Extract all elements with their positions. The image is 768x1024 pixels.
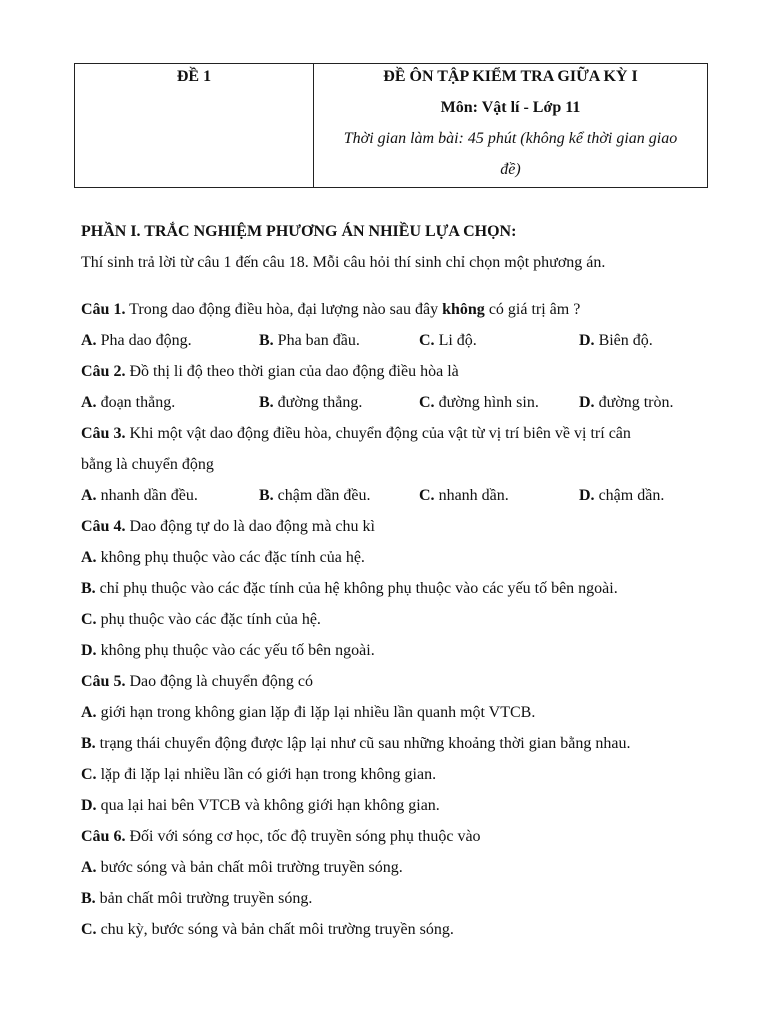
exam-subject: Môn: Vật lí - Lớp 11: [440, 99, 581, 116]
question-emphasis: không: [442, 301, 485, 318]
question-label: Câu 6.: [81, 828, 126, 845]
question-label: Câu 1.: [81, 301, 126, 318]
option-d: [81, 790, 701, 821]
option-key: D.: [579, 394, 595, 411]
question-label: Câu 2.: [81, 363, 126, 380]
exam-time-line1: Thời gian làm bài: 45 phút (không kể thời gian giao: [343, 130, 678, 147]
option-text: bước sóng và bản chất môi trường truyền sóng.: [96, 859, 403, 876]
option-key: B.: [259, 394, 274, 411]
question-text: có giá trị âm ?: [484, 301, 581, 318]
option-text: chu kỳ, bước sóng và bản chất môi trường truyền sóng.: [96, 921, 454, 938]
option-text: trạng thái chuyển động được lập lại như cũ sau những khoảng thời gian bằng nhau.: [95, 735, 631, 752]
option-text: Pha ban đầu.: [273, 332, 360, 349]
option-key: C.: [81, 766, 97, 783]
option-key: D.: [81, 797, 97, 814]
option-text: không phụ thuộc vào các đặc tính của hệ.: [96, 549, 365, 566]
question-text: Đối với sóng cơ học, tốc độ truyền sóng phụ thuộc vào: [125, 828, 481, 845]
option-key: C.: [419, 487, 435, 504]
question-label: Câu 4.: [81, 518, 126, 535]
question-text: Dao động tự do là dao động mà chu kì: [125, 518, 375, 535]
option-text: chậm dần đều.: [273, 487, 371, 504]
option-text: đường thẳng.: [273, 394, 363, 411]
option-c: [419, 325, 477, 356]
option-a: [81, 387, 175, 418]
question-text: Đồ thị li độ theo thời gian của dao động điều hòa là: [125, 363, 459, 380]
question-3-continued: bằng là chuyển động: [81, 456, 214, 473]
question-3: [81, 418, 701, 449]
question-text: Dao động là chuyển động có: [125, 673, 313, 690]
option-d: [579, 387, 673, 418]
question-3-options: [81, 480, 701, 511]
option-c: [419, 480, 509, 511]
exam-title: ĐỀ ÔN TẬP KIỂM TRA GIỮA KỲ I: [383, 68, 638, 85]
option-c: [81, 759, 701, 790]
option-text: bản chất môi trường truyền sóng.: [95, 890, 313, 907]
question-label: Câu 5.: [81, 673, 126, 690]
option-text: chỉ phụ thuộc vào các đặc tính của hệ không phụ thuộc vào các yếu tố bên ngoài.: [95, 580, 618, 597]
question-2: [81, 356, 701, 387]
option-key: B.: [259, 487, 274, 504]
option-b: [81, 728, 701, 759]
question-6: [81, 821, 701, 852]
exam-code-cell: [75, 64, 314, 188]
option-key: D.: [81, 642, 97, 659]
option-key: C.: [81, 611, 97, 628]
option-key: B.: [81, 580, 96, 597]
option-a: [81, 697, 701, 728]
option-key: A.: [81, 487, 97, 504]
option-text: đường hình sin.: [434, 394, 539, 411]
option-text: đường tròn.: [594, 394, 674, 411]
option-d: [81, 635, 701, 666]
option-d: [579, 480, 664, 511]
question-1: [81, 294, 701, 325]
question-4: [81, 511, 701, 542]
option-text: Biên độ.: [594, 332, 653, 349]
option-text: không phụ thuộc vào các yếu tố bên ngoài.: [96, 642, 375, 659]
option-text: Pha dao động.: [96, 332, 192, 349]
option-b: [81, 573, 701, 604]
option-text: qua lại hai bên VTCB và không giới hạn không gian.: [96, 797, 440, 814]
question-2-options: [81, 387, 701, 418]
option-key: D.: [579, 487, 595, 504]
option-c: [81, 604, 701, 635]
option-key: A.: [81, 549, 97, 566]
exam-content: [81, 216, 701, 945]
exam-time-line2: đề): [500, 161, 521, 178]
option-key: A.: [81, 704, 97, 721]
option-a: [81, 542, 701, 573]
option-text: phụ thuộc vào các đặc tính của hệ.: [96, 611, 321, 628]
exam-header-table: [74, 63, 708, 188]
option-key: C.: [419, 394, 435, 411]
option-key: B.: [81, 735, 96, 752]
option-a: [81, 480, 198, 511]
option-text: giới hạn trong không gian lặp đi lặp lại nhiều lần quanh một VTCB.: [96, 704, 536, 721]
question-text: Khi một vật dao động điều hòa, chuyển động của vật từ vị trí biên về vị trí cân: [125, 425, 631, 442]
option-c: [419, 387, 539, 418]
option-d: [579, 325, 653, 356]
question-label: Câu 3.: [81, 425, 126, 442]
exam-code: ĐỀ 1: [176, 68, 212, 85]
exam-time: [314, 123, 707, 185]
option-text: đoạn thẳng.: [96, 394, 176, 411]
option-b: [259, 480, 371, 511]
option-text: Li độ.: [434, 332, 477, 349]
option-key: B.: [259, 332, 274, 349]
option-a: [81, 325, 192, 356]
option-key: C.: [419, 332, 435, 349]
question-text: Trong dao động điều hòa, đại lượng nào sau đây: [125, 301, 443, 318]
option-key: B.: [81, 890, 96, 907]
option-text: lặp đi lặp lại nhiều lần có giới hạn trong không gian.: [96, 766, 437, 783]
option-key: A.: [81, 859, 97, 876]
option-b: [259, 325, 360, 356]
option-key: A.: [81, 332, 97, 349]
option-c: [81, 914, 701, 945]
option-text: nhanh dần đều.: [96, 487, 198, 504]
section-heading: PHẦN I. TRẮC NGHIỆM PHƯƠNG ÁN NHIỀU LỰA CHỌN:: [81, 223, 517, 240]
section-instruction: Thí sinh trả lời từ câu 1 đến câu 18. Mỗi câu hỏi thí sinh chỉ chọn một phương án.: [81, 254, 606, 271]
exam-title-cell: [314, 64, 708, 188]
question-5: [81, 666, 701, 697]
option-a: [81, 852, 701, 883]
option-key: A.: [81, 394, 97, 411]
option-text: chậm dần.: [594, 487, 665, 504]
question-1-options: [81, 325, 701, 356]
option-key: C.: [81, 921, 97, 938]
option-b: [81, 883, 701, 914]
option-text: nhanh dần.: [434, 487, 509, 504]
option-b: [259, 387, 362, 418]
option-key: D.: [579, 332, 595, 349]
